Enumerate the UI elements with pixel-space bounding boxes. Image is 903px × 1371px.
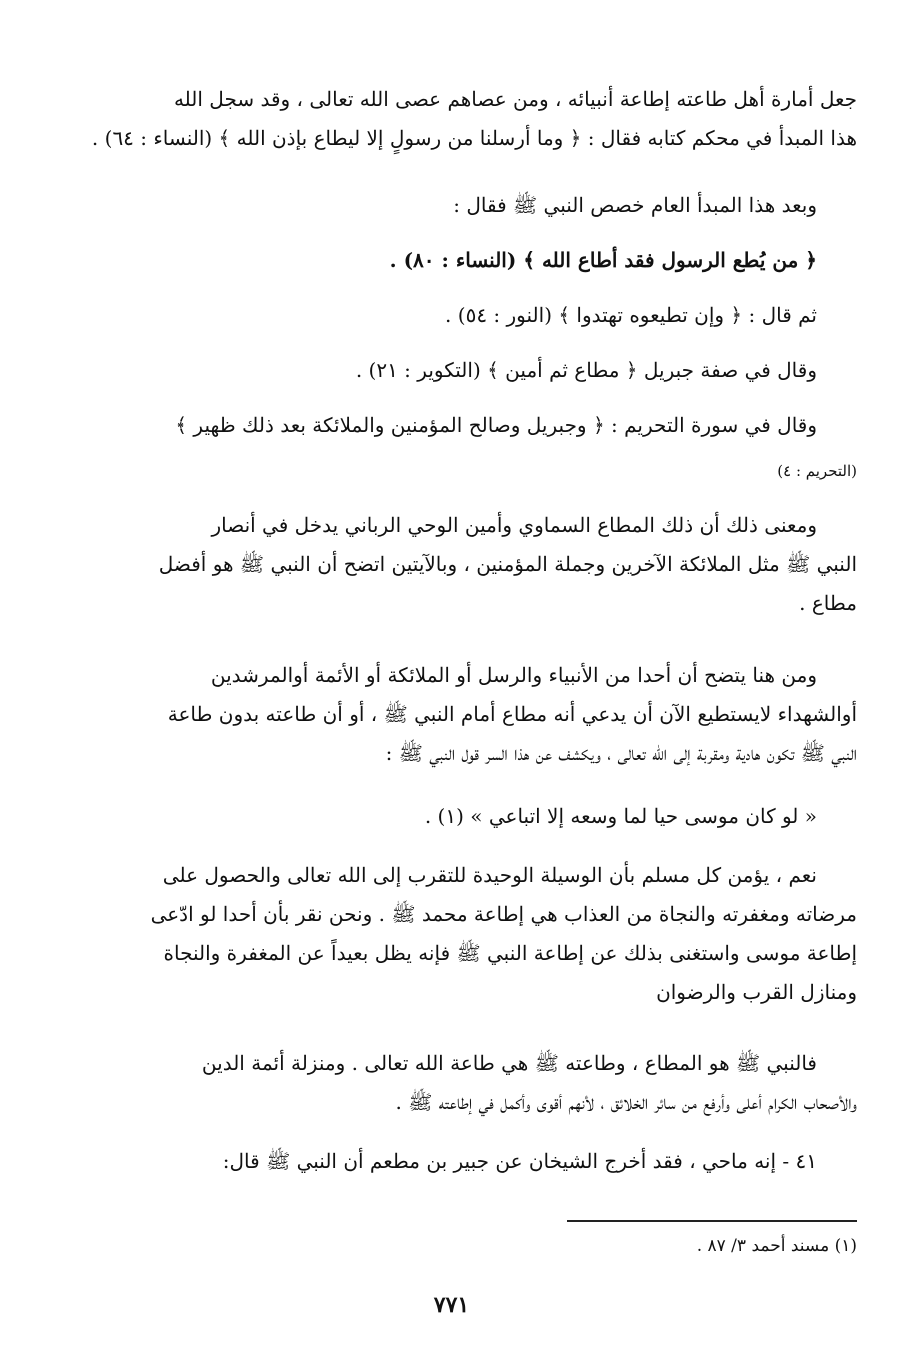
main-text xyxy=(41,1142,857,1181)
main-text xyxy=(41,80,857,158)
main-text xyxy=(41,186,857,225)
text-line: ومن هنا يتضح أن أحدا من الأنبياء والرسل أو الملائكة أو الأئمة أوالمرشدين xyxy=(210,663,817,687)
text-line: والأصحاب الكرام أعلى وأرفع من سائر الخلائق ، لأنهم أقوى وأكمل في إطاعته ﷺ . xyxy=(395,1090,857,1114)
text-line: وقال في سورة التحريم : ﴿ وجبريل وصالح المؤمنين والملائكة بعد ذلك ظهير ﴾ xyxy=(175,413,817,437)
verse-reference xyxy=(41,456,857,486)
text-line: مطاع . xyxy=(799,591,857,615)
text-line: النبي ﷺ تكون هادية ومقربة إلى الله تعالى ، ويكشف عن هذا السر قول النبي ﷺ : xyxy=(385,741,857,765)
main-text xyxy=(41,351,857,390)
text-line: جعل أمارة أهل طاعته إطاعة أنبيائه ، ومن عصاهم عصى الله تعالى ، وقد سجل الله xyxy=(173,87,857,111)
text-line: إطاعة موسى واستغنى بذلك عن إطاعة النبي ﷺ فإنه يظل بعيداً عن المغفرة والنجاة xyxy=(163,941,857,965)
text-line: مرضاته ومغفرته والنجاة من العذاب هي إطاعة محمد ﷺ . ونحن نقر بأن أحدا لو ادّعى xyxy=(150,902,857,926)
main-text xyxy=(41,506,857,623)
text-line: فالنبي ﷺ هو المطاع ، وطاعته ﷺ هي طاعة الله تعالى . ومنزلة أئمة الدين xyxy=(201,1051,817,1075)
text-line: ٤١ - إنه ماحي ، فقد أخرج الشيخان عن جبير بن مطعم أن النبي ﷺ قال: xyxy=(222,1149,817,1173)
footnote: (١) مسند أحمد ٣/ ٨٧ . xyxy=(696,1236,857,1256)
text-line: « لو كان موسى حيا لما وسعه إلا اتباعي » (١) . xyxy=(424,804,817,828)
main-text xyxy=(41,656,857,773)
verse-block xyxy=(41,241,857,280)
footnote-divider xyxy=(567,1220,857,1222)
text-line: أوالشهداء لايستطيع الآن أن يدعي أنه مطاع أمام النبي ﷺ ، أو أن طاعته بدون طاعة xyxy=(167,702,857,726)
text-line: النبي ﷺ مثل الملائكة الآخرين وجملة المؤمنين ، وبالآيتين اتضح أن النبي ﷺ هو أفضل xyxy=(158,552,857,576)
page-number: ٧٧١ xyxy=(433,1292,470,1318)
text-line: هذا المبدأ في محكم كتابه فقال : ﴿ وما أرسلنا من رسولٍ إلا ليطاع بإذن الله ﴾ (النساء : ٦٤) . xyxy=(91,126,857,150)
text-line: ومنازل القرب والرضوان xyxy=(656,980,857,1004)
main-text xyxy=(41,296,857,335)
main-text xyxy=(41,406,857,445)
verse-line: ﴿ من يُطع الرسول فقد أطاع الله ﴾ (النساء : ٨٠) . xyxy=(389,248,817,272)
main-text xyxy=(41,1044,857,1122)
quote-block xyxy=(41,797,857,836)
main-text xyxy=(41,856,857,1012)
text-line: نعم ، يؤمن كل مسلم بأن الوسيلة الوحيدة للتقرب إلى الله تعالى والحصول على xyxy=(162,863,817,887)
text-line: ومعنى ذلك أن ذلك المطاع السماوي وأمين الوحي الرباني يدخل في أنصار xyxy=(211,513,817,537)
text-line: وقال في صفة جبريل ﴿ مطاع ثم أمين ﴾ (التكوير : ٢١) . xyxy=(355,358,817,382)
text-line: (التحريم : ٤) xyxy=(777,462,857,480)
text-line: وبعد هذا المبدأ العام خصص النبي ﷺ فقال : xyxy=(453,193,817,217)
text-line: ثم قال : ﴿ وإن تطيعوه تهتدوا ﴾ (النور : ٥٤) . xyxy=(445,303,817,327)
